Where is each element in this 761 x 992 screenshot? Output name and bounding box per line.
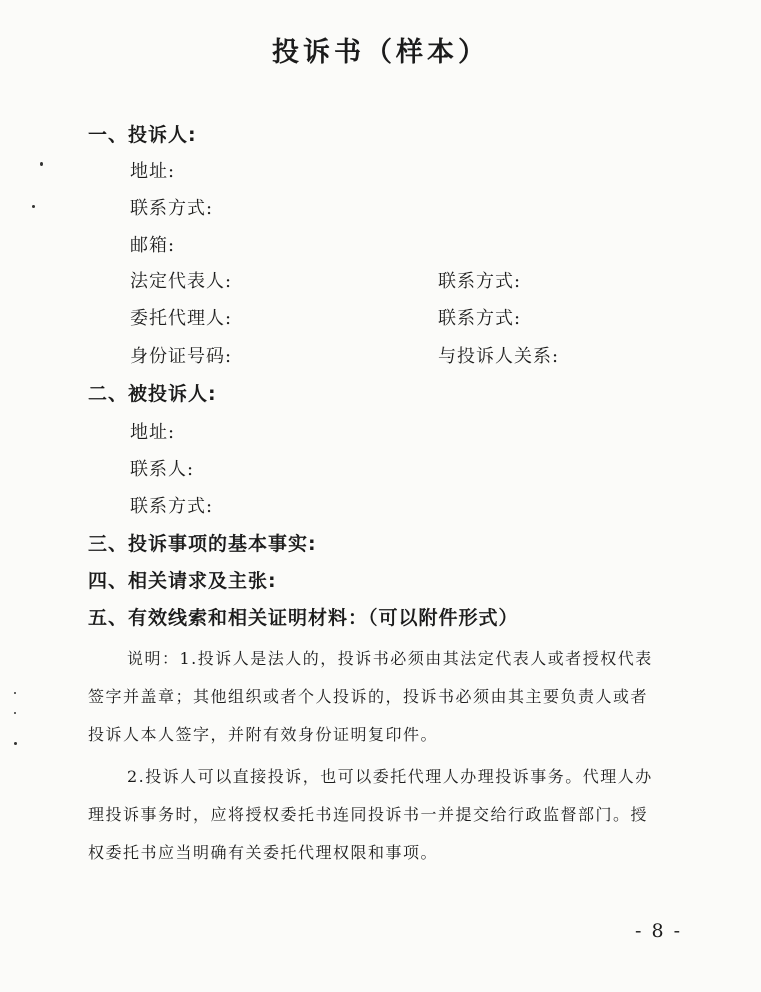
complainant-address-label: 地址: — [130, 161, 176, 182]
complainant-email-label: 邮箱: — [130, 235, 176, 256]
section3-heading: 三、投诉事项的基本事实: — [88, 533, 317, 555]
section5-heading: 五、有效线索和相关证明材料：（可以附件形式） — [88, 607, 519, 629]
note2-line3: 权委托书应当明确有关委托代理权限和事项。 — [88, 843, 439, 862]
scan-speck — [14, 712, 16, 714]
note2-line2: 理投诉事务时，应将授权委托书连同投诉书一并提交给行政监督部门。授 — [88, 805, 649, 824]
page-title: 投诉书（样本） — [272, 37, 489, 68]
agent-label: 委托代理人: — [130, 308, 233, 329]
note1-line1: 说明：1.投诉人是法人的，投诉书必须由其法定代表人或者授权代表 — [127, 649, 653, 668]
note2-line1: 2.投诉人可以直接投诉，也可以委托代理人办理投诉事务。代理人办 — [127, 767, 653, 786]
scan-speck — [40, 162, 43, 166]
scan-speck — [14, 692, 16, 694]
note1-line3: 投诉人本人签字，并附有效身份证明复印件。 — [88, 725, 439, 744]
agent-contact-label: 联系方式: — [438, 308, 522, 329]
section2-heading: 二、被投诉人: — [88, 383, 217, 405]
legal-rep-label: 法定代表人: — [130, 271, 233, 292]
scan-speck — [32, 205, 35, 208]
respondent-address-label: 地址: — [130, 422, 176, 443]
section1-heading: 一、投诉人: — [88, 124, 197, 146]
legal-rep-contact-label: 联系方式: — [438, 271, 522, 292]
page-number: - 8 - — [635, 920, 683, 942]
section4-heading: 四、相关请求及主张: — [88, 570, 277, 592]
note1-line2: 签字并盖章；其他组织或者个人投诉的，投诉书必须由其主要负责人或者 — [88, 687, 649, 706]
id-number-label: 身份证号码: — [130, 346, 233, 367]
respondent-contact-label: 联系方式: — [130, 496, 214, 517]
scan-speck — [14, 742, 17, 745]
respondent-contact-person-label: 联系人: — [130, 459, 195, 480]
relation-label: 与投诉人关系: — [438, 346, 560, 367]
complainant-contact-label: 联系方式: — [130, 198, 214, 219]
